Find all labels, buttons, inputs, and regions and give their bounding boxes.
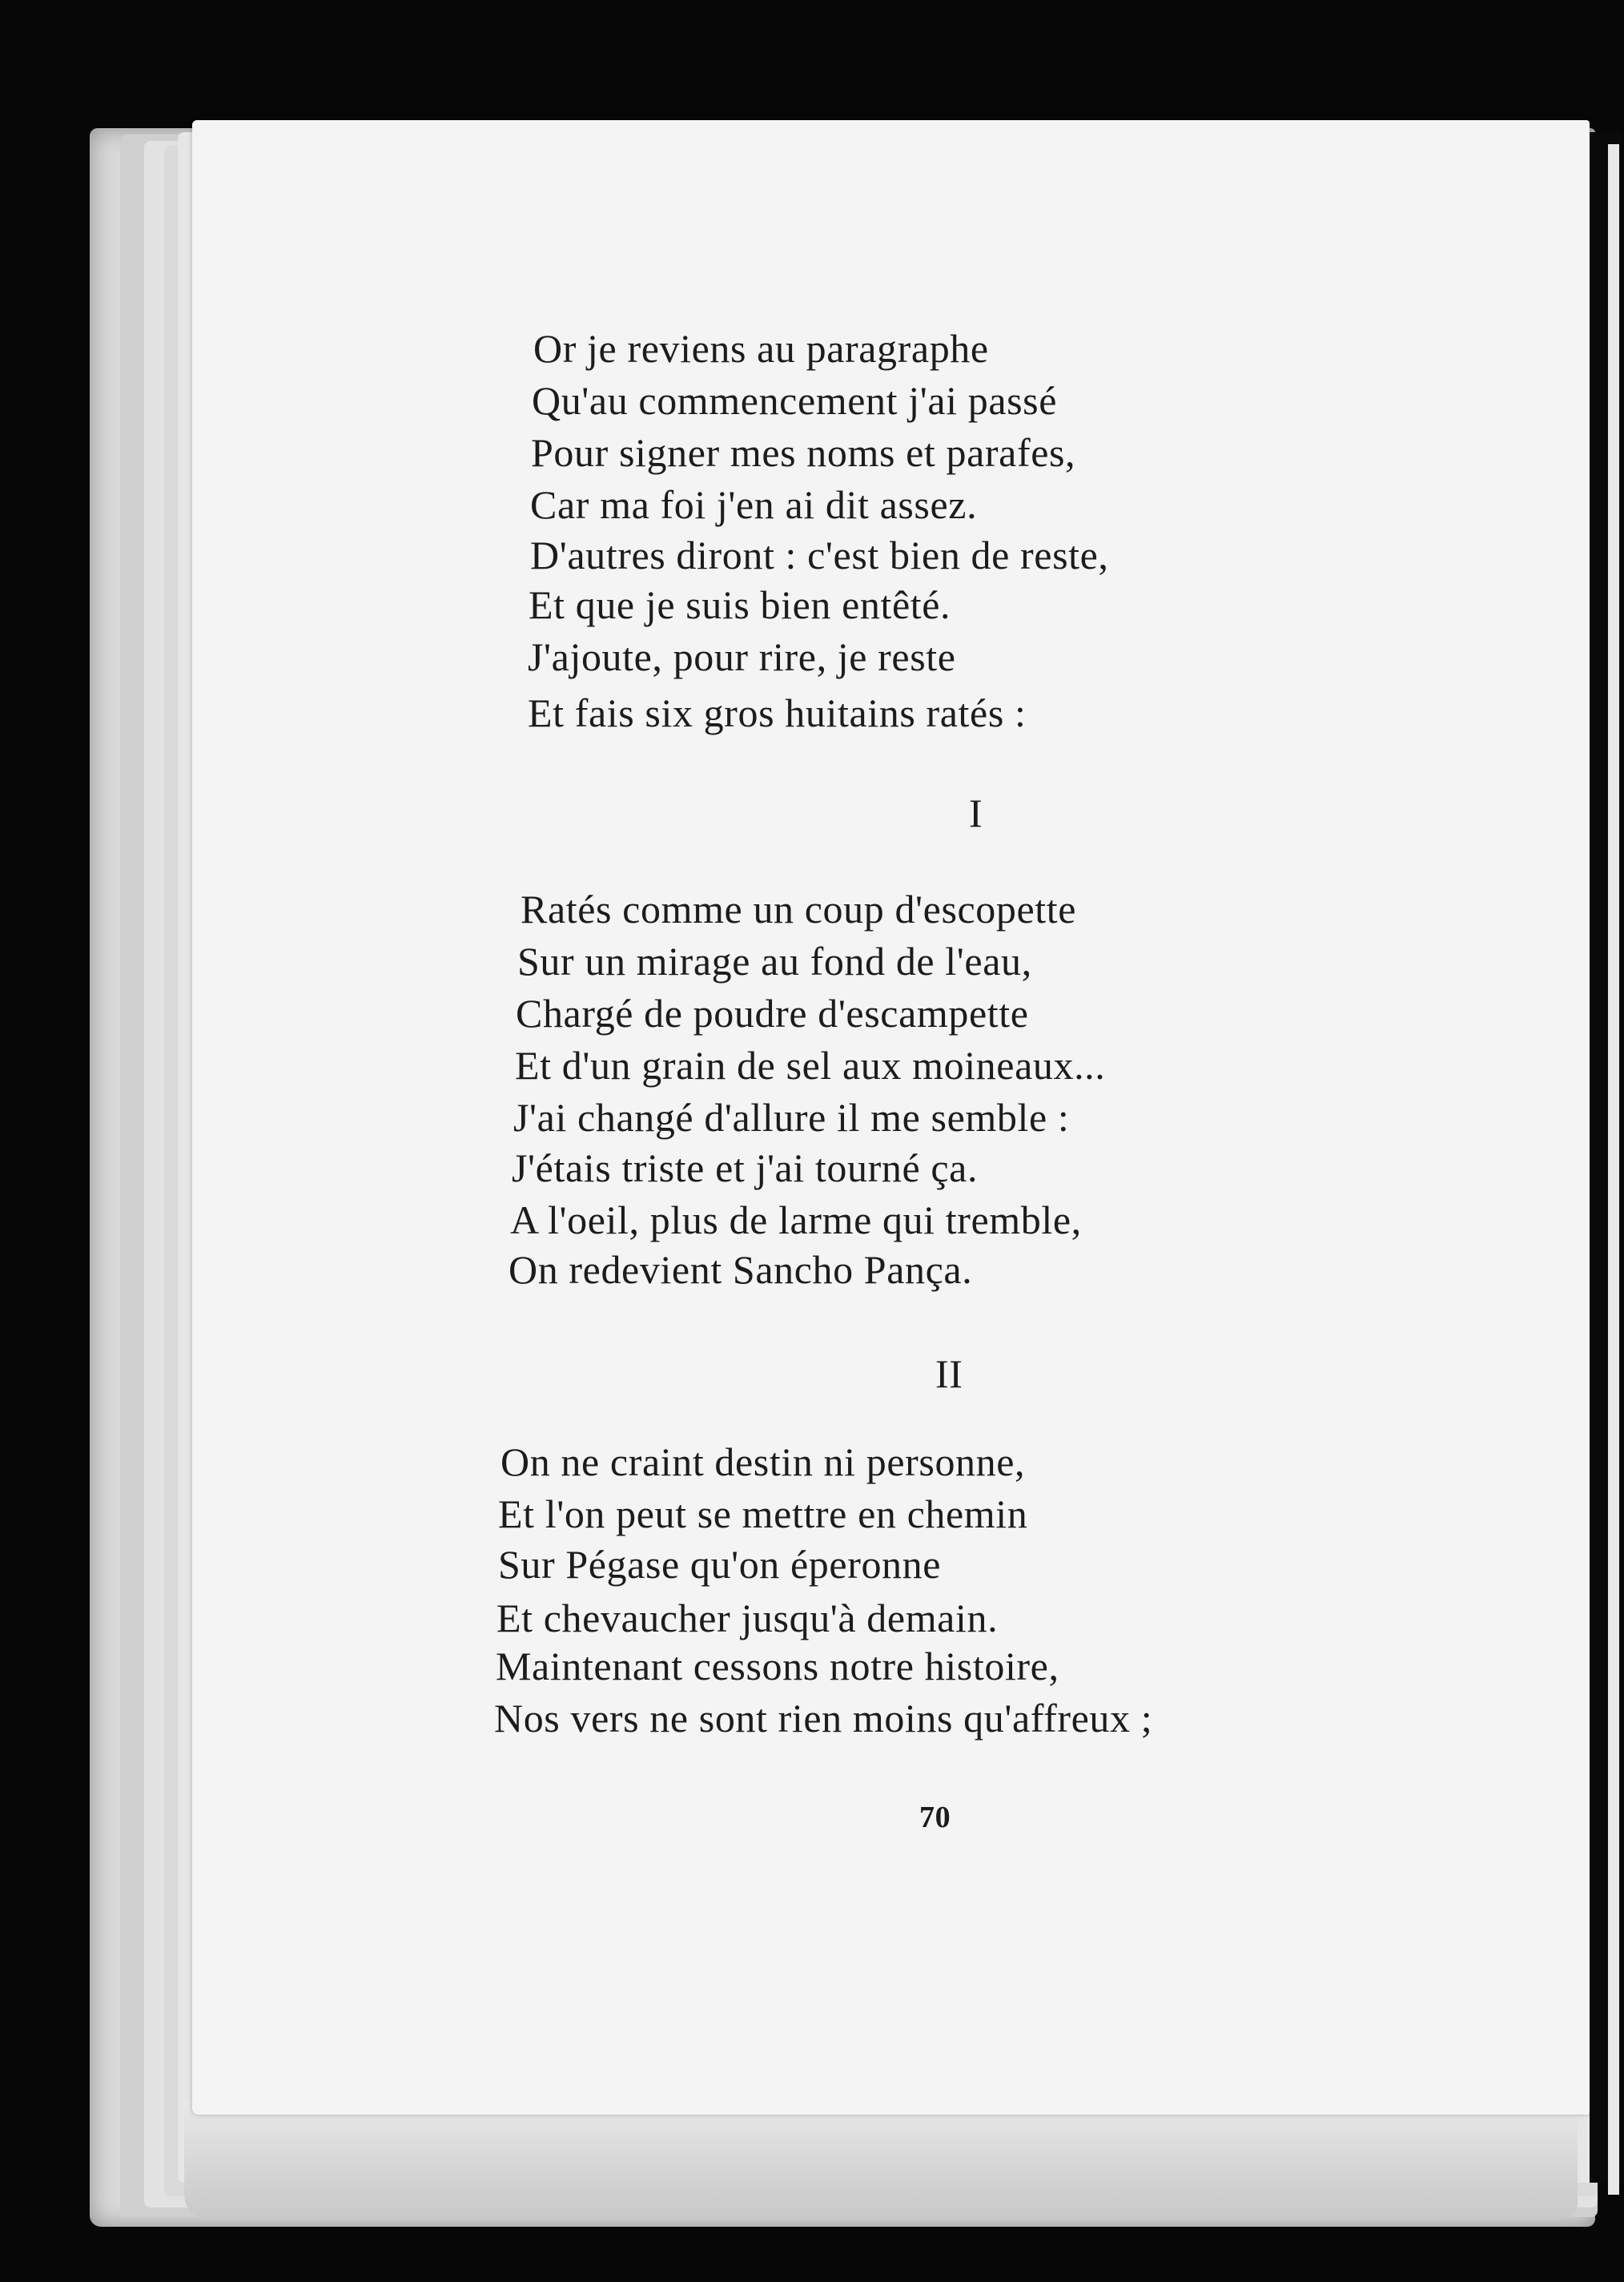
poem-line: Maintenant cessons notre histoire, <box>496 1644 1059 1688</box>
poem-line: Nos vers ne sont rien moins qu'affreux ; <box>494 1696 1153 1741</box>
poem-line: Ratés comme un coup d'escopette <box>521 887 1077 932</box>
poem-line: On redevient Sancho Pança. <box>509 1247 973 1292</box>
poem-line: Et l'on peut se mettre en chemin <box>498 1491 1028 1536</box>
section-numeral: II <box>935 1351 963 1396</box>
poem-line: Sur Pégase qu'on éperonne <box>498 1542 942 1587</box>
poem-line: A l'oeil, plus de larme qui tremble, <box>510 1197 1082 1242</box>
poem-line: On ne craint destin ni personne, <box>500 1439 1026 1484</box>
poem-line: Et que je suis bien entêté. <box>529 582 951 627</box>
section-numeral: I <box>969 791 983 835</box>
page-number: 70 <box>919 1801 951 1834</box>
poem-line: J'étais triste et j'ai tourné ça. <box>512 1145 979 1190</box>
poem-line: Qu'au commencement j'ai passé <box>532 378 1058 423</box>
poem-line: Pour signer mes noms et parafes, <box>531 430 1076 475</box>
poem-line: Et d'un grain de sel aux moineaux... <box>515 1043 1106 1088</box>
poem-line: Or je reviens au paragraphe <box>533 326 989 371</box>
poem-line: J'ajoute, pour rire, je reste <box>528 634 956 679</box>
poem-line: Car ma foi j'en ai dit assez. <box>530 482 978 527</box>
poem-line: Et fais six gros huitains ratés : <box>528 690 1027 735</box>
poem-line: Et chevaucher jusqu'à demain. <box>496 1596 999 1640</box>
poem-line: Chargé de poudre d'escampette <box>516 991 1029 1036</box>
poem-line: J'ai changé d'allure il me semble : <box>513 1095 1070 1140</box>
poem-line: D'autres diront : c'est bien de reste, <box>530 533 1109 578</box>
poem-line: Sur un mirage au fond de l'eau, <box>517 939 1032 984</box>
